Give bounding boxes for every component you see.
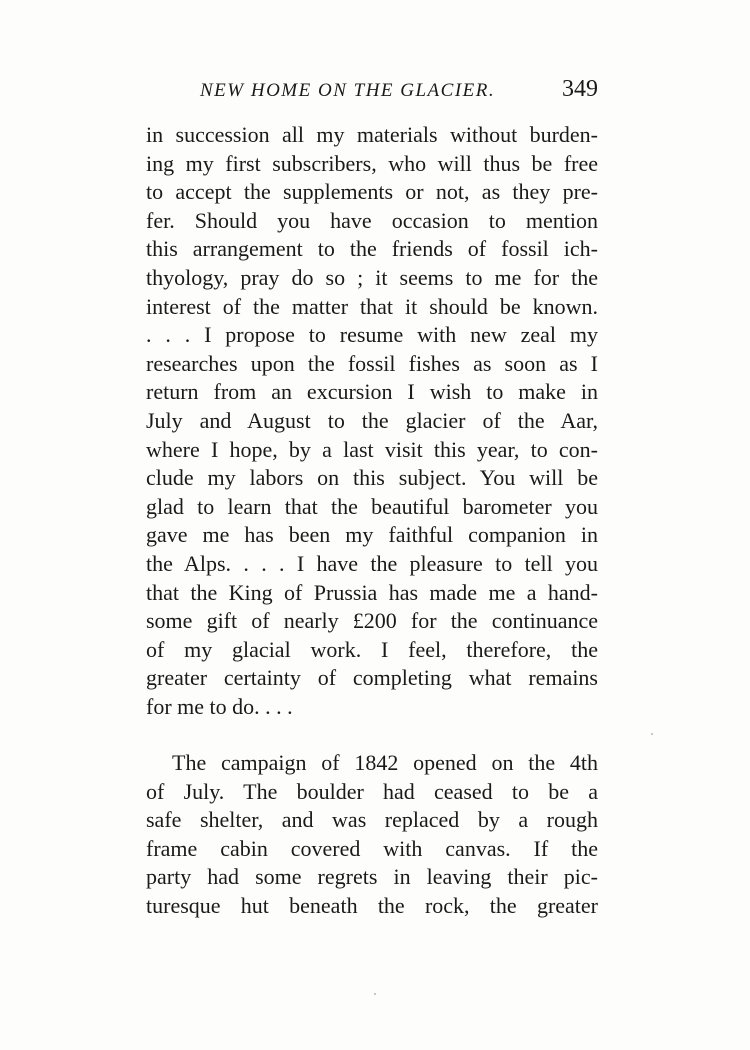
text-line: party had some regrets in leaving their pic- [146,864,598,890]
text-line: safe shelter, and was replaced by a rough [146,807,598,833]
paper-speck [651,733,653,735]
text-line: for me to do. . . . [146,693,293,719]
text-line: the Alps. . . . I have the pleasure to tell you [146,550,598,576]
running-title: NEW HOME ON THE GLACIER. [200,80,496,101]
text-line: . . . I propose to resume with new zeal my [146,322,598,348]
text-line: turesque hut beneath the rock, the greater [146,892,598,918]
text-line: The campaign of 1842 opened on the 4th [172,750,598,775]
text-line: this arrangement to the friends of fossil ich- [146,236,598,262]
text-line: return from an excursion I wish to make in [146,379,598,405]
text-line: where I hope, by a last visit this year, to con- [146,436,598,462]
running-header [146,78,598,108]
text-line: in succession all my materials without burden- [146,122,598,147]
text-line: of my glacial work. I feel, therefore, the [146,636,598,662]
text-line: thyology, pray do so ; it seems to me for the [146,264,598,290]
text-line: interest of the matter that it should be known. [146,293,598,319]
text-line: fer. Should you have occasion to mention [146,207,598,233]
text-line: frame cabin covered with canvas. If the [146,835,598,861]
paragraph-campaign-1842 [146,749,598,921]
text-line: researches upon the fossil fishes as soon as I [146,350,598,376]
text-line: some gift of nearly £200 for the continuance [146,608,598,634]
text-line: ing my first subscribers, who will thus be free [146,150,598,176]
paragraph-letter-continuation [146,121,598,721]
text-line: glad to learn that the beautiful barometer you [146,493,598,519]
text-line: clude my labors on this subject. You will be [146,465,598,491]
text-line: gave me has been my faithful companion in [146,522,598,548]
paper-speck [374,993,376,995]
text-line: greater certainty of completing what remains [146,665,598,691]
text-line: of July. The boulder had ceased to be a [146,778,598,804]
text-line: July and August to the glacier of the Aar, [146,407,598,433]
text-line: that the King of Prussia has made me a hand- [146,579,598,605]
text-line: to accept the supplements or not, as they pre- [146,179,598,205]
page-number: 349 [562,76,598,102]
